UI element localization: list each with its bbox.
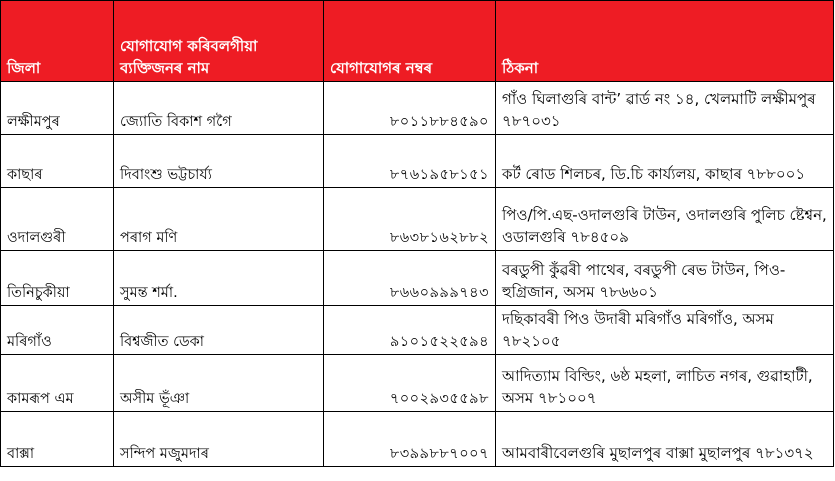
header-district: জিলা [1,1,114,82]
cell-contact-number: ৯১০১৫২২৫৯৪ [324,306,496,355]
table-row [1,355,834,412]
table-header-row [1,1,834,82]
cell-district: মৰিগাঁও [1,306,114,355]
cell-district: কাছাৰ [1,135,114,188]
cell-address: দছিকাবৰী পিও উদাৰী মৰিগাঁও মৰিগাঁও, অসম ৭৮২১০৫ [496,306,834,355]
table-row [1,135,834,188]
cell-district: তিনিচুকীয়া [1,251,114,306]
cell-contact-person: সন্দিপ মজুমদাৰ [114,412,324,467]
cell-contact-number: ৮০১১৮৮৪৫৯০ [324,82,496,135]
cell-contact-number: ৮৭৬১৯৫৮১৫১ [324,135,496,188]
table-row [1,412,834,467]
cell-district: লক্ষীমপুৰ [1,82,114,135]
table-row [1,82,834,135]
table-row [1,188,834,251]
cell-contact-number: ৮৩৯৯৮৮৭০০৭ [324,412,496,467]
cell-address: কৰ্ট ৰোড শিলচৰ, ডি.চি কাৰ্য্যলয়, কাছাৰ ৭৮৮০০১ [496,135,834,188]
cell-contact-person: অসীম ভূঁঞা [114,355,324,412]
cell-contact-number: ৮৬৬০৯৯৯৭৪৩ [324,251,496,306]
cell-contact-person: সুমন্ত শৰ্মা. [114,251,324,306]
cell-address: বৰডুপী কুঁৱৰী পাথেৰ, বৰডুপী ৰেভ টাউন, পিও-হুগ্রিজান, অসম ৭৮৬৬০১ [496,251,834,306]
cell-address: আমবাৰীবেলগুৰি মুছালপুৰ বাক্সা মুছালপুৰ ৭৮১৩৭২ [496,412,834,467]
cell-contact-person: পৰাগ মণি [114,188,324,251]
cell-contact-number: ৮৬৩৮১৬২৮৮২ [324,188,496,251]
cell-contact-person: জ্যোতি বিকাশ গগৈ [114,82,324,135]
cell-address: পিও/পি.এছ-ওদালগুৰি টাউন, ওদালগুৰি পুলিচ ষ্টেশ্বন, ওডালগুৰি ৭৮৪৫০৯ [496,188,834,251]
header-contact-person: যোগাযোগ কৰিবলগীয়া ব্যক্তিজনৰ নাম [114,1,324,82]
table-row [1,251,834,306]
cell-district: ওদালগুৰী [1,188,114,251]
cell-address: আদিত্যাম বিল্ডিং, ৬ষ্ঠ মহলা, লাচিত নগৰ, গুৱাহাটী, অসম ৭৮১০০৭ [496,355,834,412]
cell-contact-person: বিশ্বজীত ডেকা [114,306,324,355]
cell-district: কামৰূপ এম [1,355,114,412]
header-address: ঠিকনা [496,1,834,82]
cell-contact-person: দিবাংশু ভট্টচাৰ্য্য [114,135,324,188]
header-contact-number: যোগাযোগৰ নম্বৰ [324,1,496,82]
table-row [1,306,834,355]
cell-district: বাক্সা [1,412,114,467]
cell-address: গাঁও ঘিলাগুৰি বান্ট’ ৱাৰ্ড নং ১৪, খেলমাটি লক্ষীমপুৰ ৭৮৭০৩১ [496,82,834,135]
cell-contact-number: ৭০০২৯৩৫৫৯৮ [324,355,496,412]
